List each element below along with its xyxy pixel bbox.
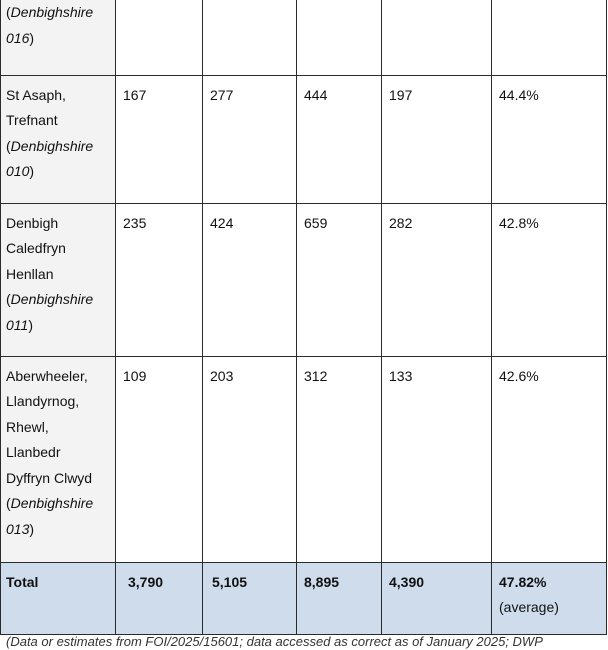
value-cell: [116, 0, 203, 75]
table-row: [1, 203, 607, 356]
value-cell: [492, 0, 607, 75]
area-name-line: Henllan: [6, 265, 54, 282]
value-cell: 659: [297, 203, 382, 356]
area-cell: [1, 203, 116, 356]
value-cell: 197: [382, 75, 492, 203]
value-cell: 109: [116, 356, 203, 562]
value-cell: 42.6%: [492, 356, 607, 562]
value-cell: 44.4%: [492, 75, 607, 203]
area-cell: [1, 0, 116, 75]
area-name-line: Rhewl,: [6, 418, 49, 435]
total-average-value: 47.82%: [499, 573, 547, 590]
total-average-cell: [492, 562, 607, 634]
table-row: [1, 0, 607, 75]
total-value-cell: 4,390: [382, 562, 492, 634]
total-label-cell: Total: [1, 562, 116, 634]
table-footnote: (Data or estimates from FOI/2025/15601; data accessed as correct as of January 2025; DWP: [6, 634, 543, 649]
area-name-line: Dyffryn Clwyd: [6, 469, 93, 486]
value-cell: 133: [382, 356, 492, 562]
total-value-cell: 3,790: [116, 562, 203, 634]
area-cell: [1, 356, 116, 562]
value-cell: [382, 0, 492, 75]
area-name-line: Llandyrnog,: [6, 393, 80, 409]
total-row: [1, 562, 607, 634]
area-code: (Denbighshire 011): [6, 291, 94, 333]
area-name-line: Trefnant: [6, 112, 58, 128]
value-cell: 167: [116, 75, 203, 203]
area-code: (Denbighshire 010): [6, 137, 94, 179]
area-name-line: Denbigh: [6, 214, 59, 231]
area-name-line: St Asaph,: [6, 86, 66, 103]
total-value-cell: 8,895: [297, 562, 382, 634]
value-cell: 277: [203, 75, 297, 203]
value-cell: 203: [203, 356, 297, 562]
value-cell: 282: [382, 203, 492, 356]
area-code: (Denbighshire 016): [6, 4, 94, 46]
table-row: [1, 356, 607, 562]
value-cell: 42.8%: [492, 203, 607, 356]
area-name-line: Aberwheeler,: [6, 367, 88, 384]
area-cell: [1, 75, 116, 203]
area-name-line: Llanbedr: [6, 444, 61, 460]
total-average-note: (average): [499, 599, 559, 615]
value-cell: [297, 0, 382, 75]
area-code: (Denbighshire 013): [6, 495, 94, 537]
value-cell: [203, 0, 297, 75]
value-cell: 235: [116, 203, 203, 356]
total-value-cell: 5,105: [203, 562, 297, 634]
table-row: [1, 75, 607, 203]
value-cell: 444: [297, 75, 382, 203]
area-name-line: Caledfryn: [6, 240, 66, 256]
value-cell: 312: [297, 356, 382, 562]
value-cell: 424: [203, 203, 297, 356]
